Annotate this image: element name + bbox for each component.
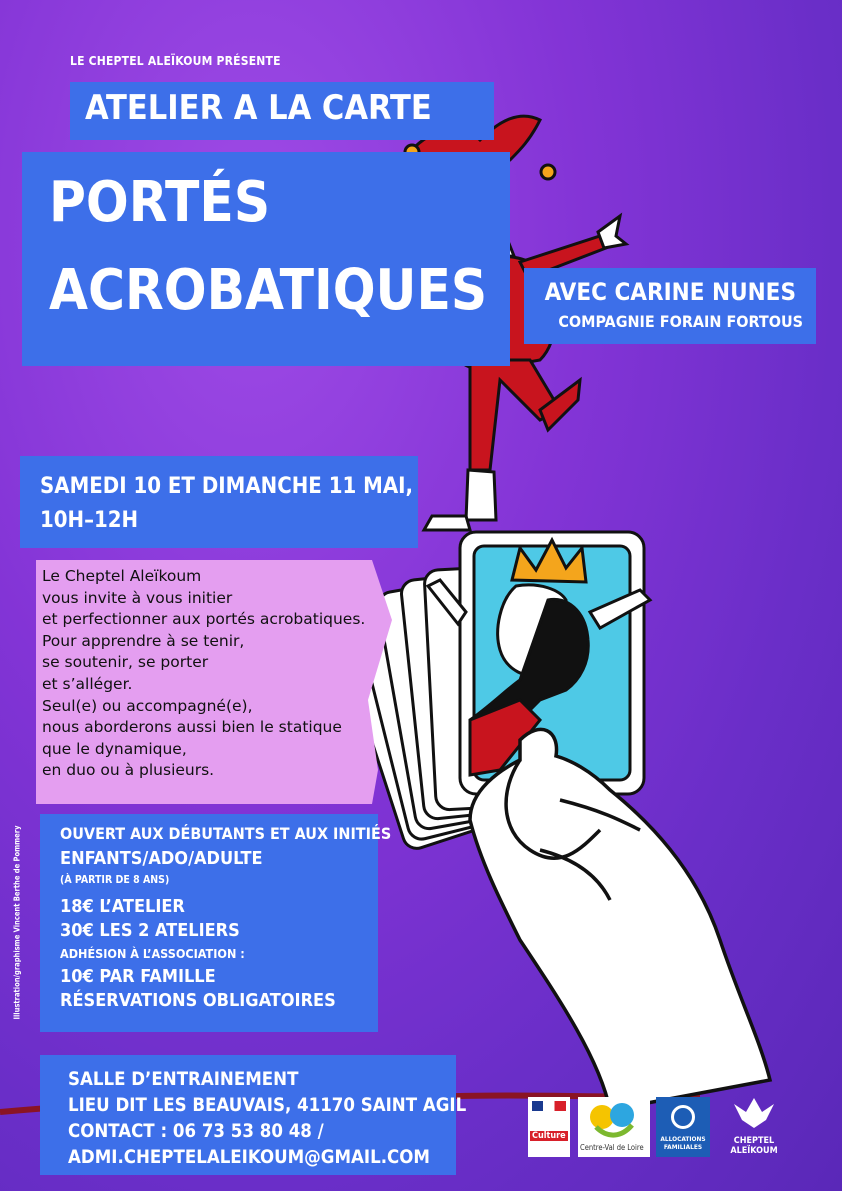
description-line: Seul(e) ou accompagné(e), [42,696,253,715]
venue-address: LIEU DIT LES BEAUVAIS, 41170 SAINT AGIL [68,1095,467,1116]
illustration-credit: Illustration/graphisme Vincent Berthe de Pommery [12,825,22,1020]
title-line-2: ACROBATIQUES [49,258,488,323]
contact-email[interactable]: ADMI.CHEPTELALEIKOUM@GMAIL.COM [68,1147,430,1168]
reservation-note: RÉSERVATIONS OBLIGATOIRES [60,990,336,1011]
description-line: vous invite à vous initier [42,588,233,607]
instructor-company: COMPAGNIE FORAIN FORTOUS [558,312,803,331]
description-line: que le dynamique, [42,739,187,758]
region-logo: Centre-Val de Loire [578,1097,650,1157]
description-line: et perfectionner aux portés acrobatiques. [42,610,366,629]
instructor-box [524,268,816,344]
title-line-1: PORTÉS [49,170,271,235]
ages-line: ENFANTS/ADO/ADULTE [60,848,263,869]
schedule-dates: SAMEDI 10 ET DIMANCHE 11 MAI, [40,474,414,499]
venue-name: SALLE D’ENTRAINEMENT [68,1069,299,1090]
info-box [40,814,392,1032]
subtitle: ATELIER A LA CARTE [85,88,432,128]
description-text [42,566,365,782]
description-line: et s’alléger. [42,674,133,693]
presenter-line: LE CHEPTEL ALEÏKOUM PRÉSENTE [70,54,281,68]
subtitle-box [70,82,494,140]
title-box [22,152,510,366]
cheptel-logo-text: CHEPTEL ALEÏKOUM [730,1136,778,1156]
cheptel-logo [724,1092,784,1162]
description-line: en duo ou à plusieurs. [42,761,215,780]
membership-label: ADHÉSION À L’ASSOCIATION : [60,946,245,961]
price-one-atelier: 18€ L’ATELIER [60,896,185,917]
caf-logo: ALLOCATIONS FAMILIALES [656,1097,710,1157]
min-age-line: (À PARTIR DE 8 ANS) [60,874,170,886]
contact-box [40,1055,467,1175]
description-line: Pour apprendre à se tenir, [42,631,245,650]
membership-price: 10€ PAR FAMILLE [60,966,216,987]
description-line: nous aborderons aussi bien le statique [42,718,342,737]
schedule-time: 10H–12H [40,508,139,533]
culture-logo: Culture [528,1097,570,1157]
description-line: se soutenir, se porter [42,653,209,672]
description-line: Le Cheptel Aleïkoum [42,567,202,585]
audience-line: OUVERT AUX DÉBUTANTS ET AUX INITIÉS [60,824,392,843]
price-two-ateliers: 30€ LES 2 ATELIERS [60,920,240,941]
instructor-name: AVEC CARINE NUNES [544,278,796,306]
schedule-box [20,456,418,548]
contact-phone: CONTACT : 06 73 53 80 48 / [68,1121,324,1142]
